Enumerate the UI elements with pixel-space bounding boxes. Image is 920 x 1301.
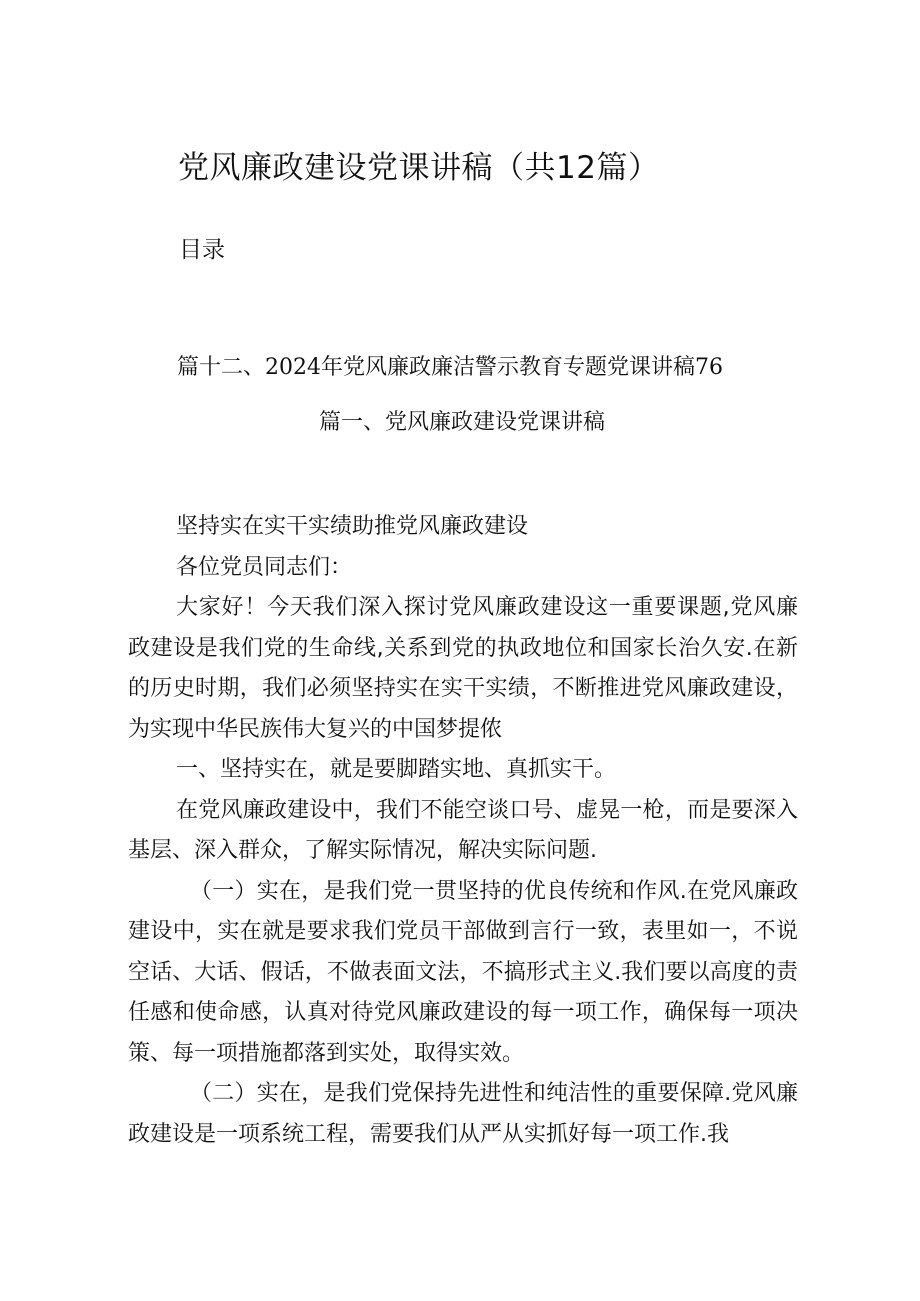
body-paragraph: 大家好！今天我们深入探讨党风廉政建设这一重要课题,党风廉政建设是我们党的生命线,关系到党的执政地位和国家长治久安.在新的历史时期，我们必须坚持实在实干实绩，不断推进党风廉政建设，为实现中华民族伟大复兴的中国梦提侬 [128,595,798,742]
body-paragraph: （一）实在，是我们党一贯坚持的优良传统和作风.在党风廉政建设中，实在就是要求我们党员干部做到言行一致，表里如一，不说空话、大话、假话，不做表面文法，不搞形式主义.我们要以高度的责任感和使命感，认真对待党风廉政建设的每一项工作，确保每一项决策、每一项措施都落到实处，取得实效。 [128,878,798,1066]
chapter-title: 篇一、党风廉政建设党课讲稿 [318,410,605,435]
section-heading: 一、坚持实在，就是要脚踏实地、真抓实干。 [176,757,617,782]
document-title: 党风廉政建设党课讲稿（共12篇） [178,150,660,186]
body-paragraph: 在党风廉政建设中，我们不能空谈口号、虚晃一枪，而是要深入基层、深入群众，了解实际情况，解决实际问题. [128,797,798,863]
toc-entry: 篇十二、2024年党风廉政廉洁警示教育专题党课讲稿76 [177,355,723,380]
document-body [128,507,798,1155]
body-subtitle: 坚持实在实干实绩助推党风廉政建设 [176,514,529,539]
body-salutation: 各位党员同志们： [176,554,353,580]
toc-heading: 目录 [179,237,225,263]
body-paragraph: （二）实在，是我们党保持先进性和纯洁性的重要保障.党风廉政建设是一项系统工程，需要我们从严从实抓好每一项工作.我 [128,1081,798,1147]
